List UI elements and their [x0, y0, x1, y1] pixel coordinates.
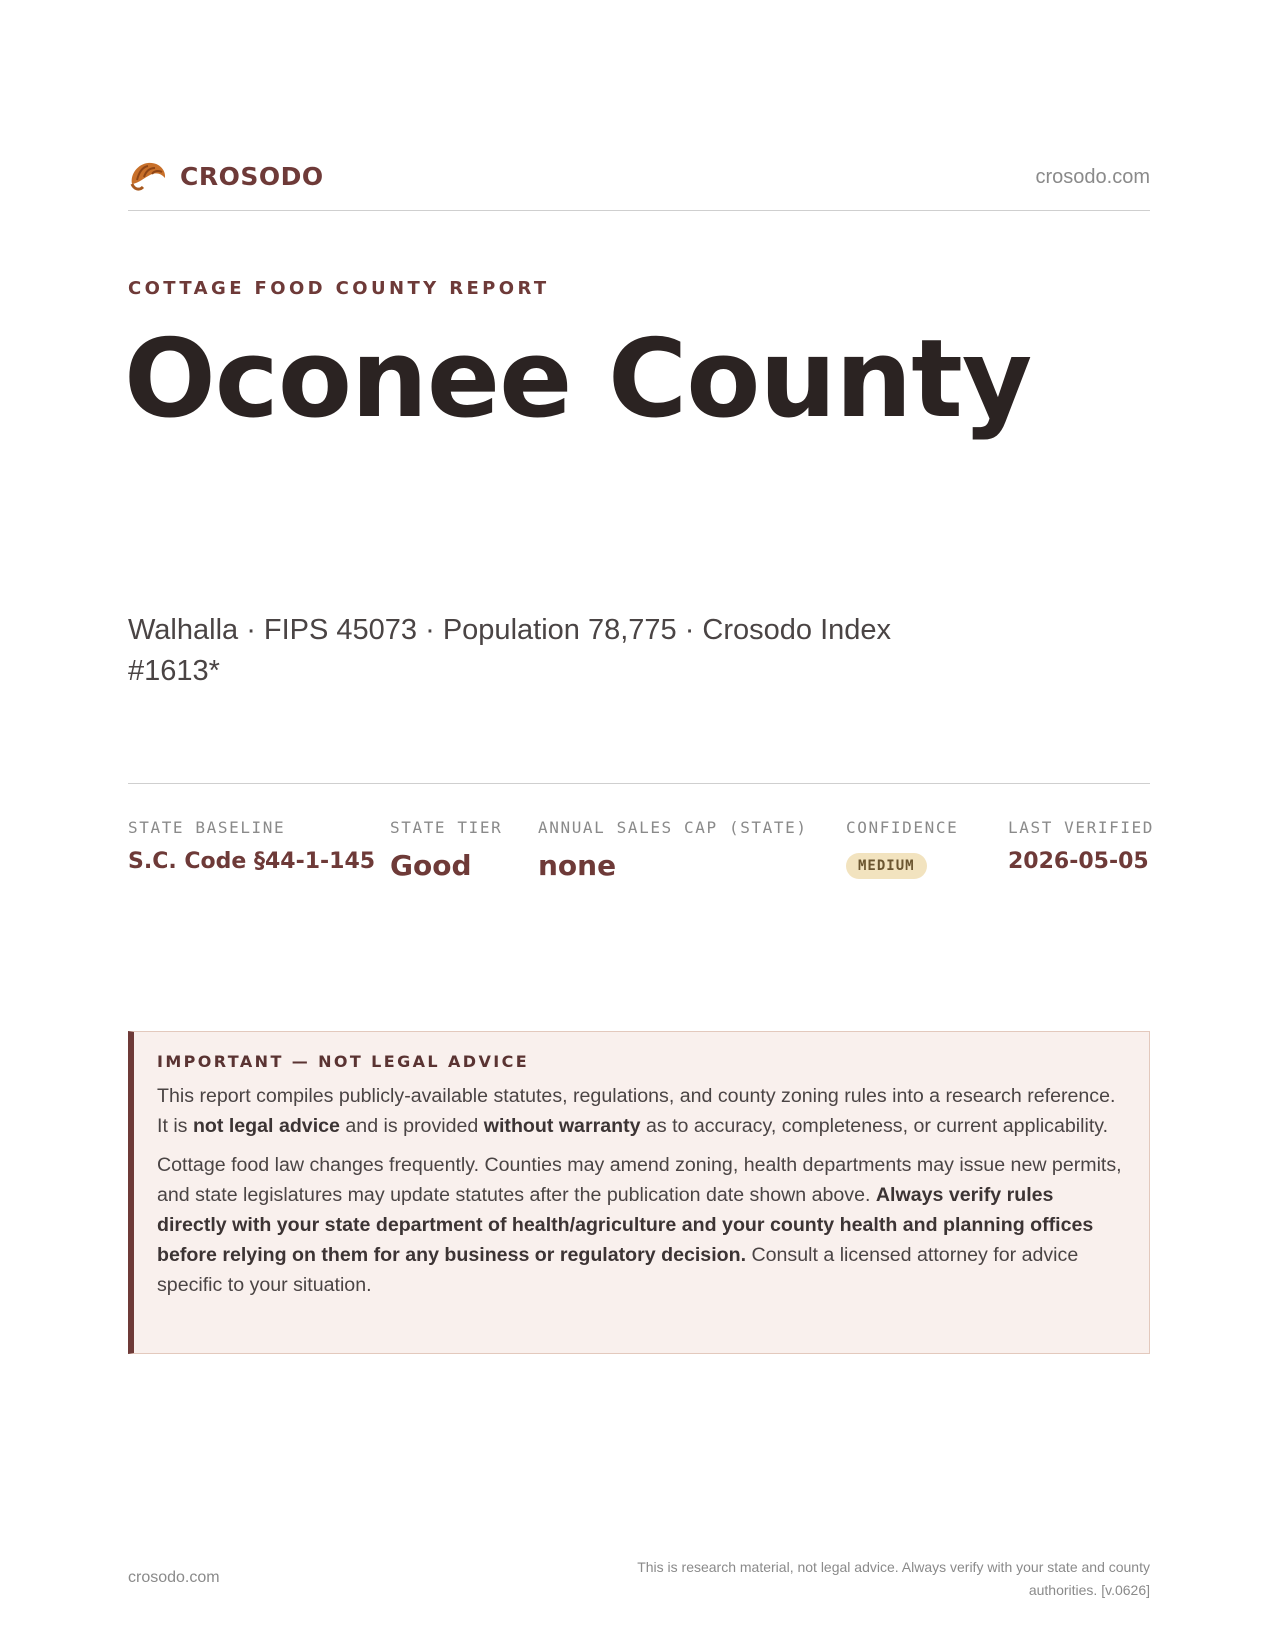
stat-label: ANNUAL SALES CAP (STATE): [538, 818, 808, 837]
stat-label: STATE TIER: [390, 818, 503, 837]
footer-site-link[interactable]: crosodo.com: [128, 1569, 220, 1586]
stat-annual-sales-cap: [538, 818, 808, 882]
page-header: [128, 158, 1150, 211]
brand-name: CROSODO: [180, 161, 324, 191]
confidence-badge: MEDIUM: [846, 853, 927, 879]
notice-emphasis: not legal advice: [192, 1115, 340, 1137]
site-url-link[interactable]: crosodo.com: [1035, 166, 1150, 188]
stat-label: CONFIDENCE: [846, 818, 959, 837]
stat-state-baseline: [128, 818, 375, 874]
stat-last-verified: [1008, 818, 1154, 874]
notice-title: IMPORTANT — NOT LEGAL ADVICE: [157, 1052, 530, 1071]
stat-label: LAST VERIFIED: [1008, 818, 1155, 837]
notice-paragraph: [157, 1150, 1125, 1300]
notice-text: Consult a licensed attorney for advice specific to your situation.: [157, 1244, 1079, 1296]
stat-value: S.C. Code §44-1-145: [128, 849, 376, 874]
report-eyebrow: COTTAGE FOOD COUNTY REPORT: [128, 278, 550, 299]
notice-emphasis: without warranty: [483, 1115, 641, 1137]
legal-notice: [128, 1031, 1150, 1354]
brand[interactable]: [128, 158, 324, 194]
report-subtitle: Walhalla · FIPS 45073 · Population 78,775 · Crosodo Index #1613*: [128, 614, 892, 687]
stat-label: STATE BASELINE: [128, 818, 286, 837]
notice-text: Cottage food law changes frequently. Counties may amend zoning, health departments may issue new permits, and state legislatures may update statutes after the publication date shown above.: [157, 1154, 1122, 1206]
croissant-icon: [128, 158, 168, 194]
stat-value: none: [538, 849, 617, 882]
notice-paragraph: [157, 1081, 1125, 1141]
notice-emphasis: Always verify rules directly with your state department of health/agriculture and your county health and planning offices before relying on them for any business or regulatory decision.: [157, 1184, 1094, 1266]
stat-value: 2026-05-05: [1008, 849, 1149, 874]
notice-text: as to accuracy, completeness, or current applicability.: [640, 1115, 1109, 1137]
footer-disclaimer: This is research material, not legal advice. Always verify with your state and county authorities. [v.0626]: [637, 1559, 1150, 1598]
notice-text: This report compiles publicly-available statutes, regulations, and county zoning rules into a research reference. It is: [157, 1085, 1116, 1137]
divider: [128, 783, 1150, 784]
stat-state-tier: [390, 818, 502, 882]
stat-confidence: [846, 818, 958, 879]
stat-value: Good: [390, 849, 472, 882]
notice-text: and is provided: [339, 1115, 484, 1137]
page-title: Oconee County: [124, 317, 1032, 442]
